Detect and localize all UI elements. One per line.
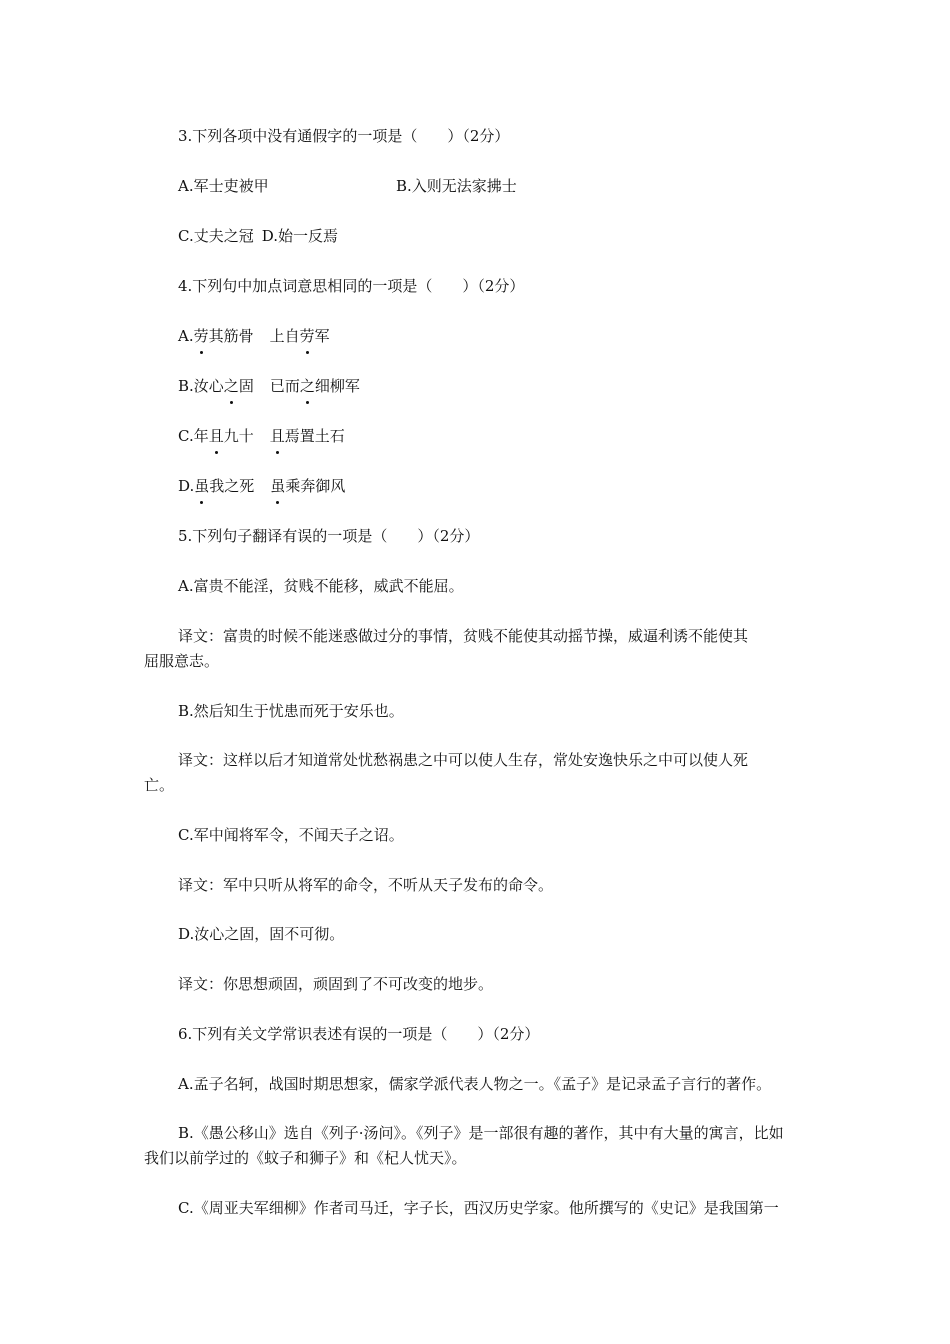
q3-stem: 3.下列各项中没有通假字的一项是（ ）（2分） [178,127,510,145]
q5-option-d: D.汝心之固，固不可彻。 [178,925,345,943]
q4b-text-1: B.汝心 [178,377,224,395]
q6-option-c-line1: C.《周亚夫军细柳》作者司马迁，字子长，西汉历史学家。他所撰写的《史记》是我国第一 [178,1199,779,1217]
q4a-text-2: 其筋骨 [208,327,254,345]
q4c-text-2: 九十 [223,427,254,445]
q4c-dotted-word-2: 且 [270,424,285,449]
q6-option-b-line1: B.《愚公移山》选自《列子·汤问》。《列子》是一部很有趣的著作，其中有大量的寓言，比如 [178,1124,784,1142]
q4a-dotted-word-1: 劳 [194,324,209,349]
q4d-text-4: 乘奔御风 [285,477,346,495]
q3-option-a: A.军士吏被甲 [178,177,269,195]
q3-option-d: D.始一反焉 [261,227,338,245]
q4c-text-1: C.年 [178,427,209,445]
q4d-dotted-word-2: 虽 [270,474,285,499]
q5-stem: 5.下列句子翻译有误的一项是（ ）（2分） [178,527,480,545]
q5-option-c: C.军中闻将军令，不闻天子之诏。 [178,826,404,844]
q5-option-b: B.然后知生于忧患而死于安乐也。 [178,702,404,720]
q6-option-b-line2: 我们以前学过的《蚊子和狮子》和《杞人忧天》。 [144,1149,467,1167]
q4b-text-3: 已而 [269,377,300,395]
q4c-dotted-word-1: 且 [209,424,224,449]
q5-b-translation-line1: 译文：这样以后才知道常处忧愁祸患之中可以使人生存，常处安逸快乐之中可以使人死 [178,751,749,769]
q4d-dotted-word-1: 虽 [194,474,209,499]
q3-options-cd [144,224,842,249]
q4a-text-1: A. [178,327,194,345]
q5-a-translation-line2: 屈服意志。 [144,652,220,670]
q4b-text-4: 细柳军 [314,377,360,395]
q4a-text-3: 上自 [269,327,300,345]
q5-d-translation: 译文：你思想顽固，顽固到了不可改变的地步。 [178,975,494,993]
q4a-dotted-word-2: 劳 [300,324,315,349]
q5-b-translation-line2: 亡。 [144,776,175,794]
q4b-text-2: 固 [238,377,254,395]
q3-option-b: B.入则无法家拂士 [396,177,517,195]
q4-option-c [144,424,842,449]
q4-option-d [144,474,842,499]
q5-a-translation-line1: 译文：富贵的时候不能迷惑做过分的事情，贫贱不能使其动摇节操，威逼利诱不能使其 [178,627,749,645]
q5-option-a: A.富贵不能淫，贫贱不能移，威武不能屈。 [178,577,464,595]
q4d-text-2: 我之死 [209,477,255,495]
q4a-text-4: 军 [314,327,330,345]
q5-c-translation: 译文：军中只听从将军的命令，不听从天子发布的命令。 [178,876,554,894]
q4b-dotted-word-1: 之 [224,374,239,399]
q3-option-c: C.丈夫之冠 [178,227,254,245]
q4-option-a [144,324,842,349]
q4-option-b [144,374,842,399]
q4-stem: 4.下列句中加点词意思相同的一项是（ ）（2分） [178,277,525,295]
q6-stem: 6.下列有关文学常识表述有误的一项是（ ）（2分） [178,1025,540,1043]
q6-option-a: A.孟子名轲，战国时期思想家，儒家学派代表人物之一。《孟子》是记录孟子言行的著作。 [178,1075,772,1093]
q3-options-ab [144,174,842,199]
q4c-text-4: 焉置土石 [284,427,345,445]
q4b-dotted-word-2: 之 [300,374,315,399]
q4d-text-1: D. [178,477,195,495]
